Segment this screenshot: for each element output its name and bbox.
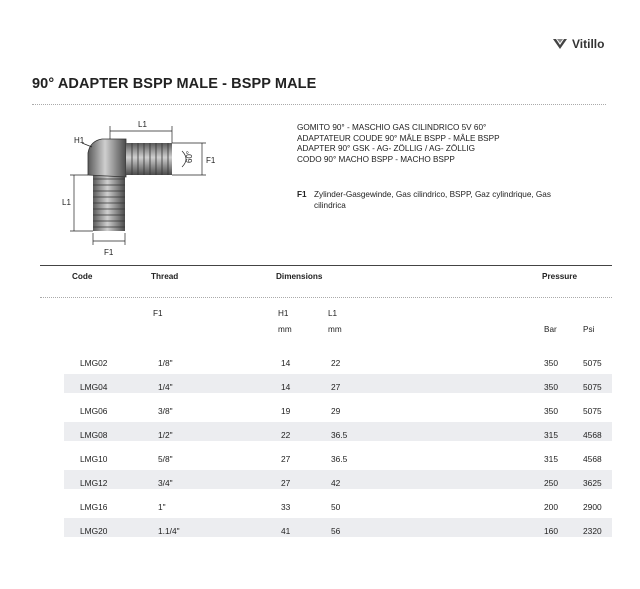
cell-code: LMG08: [80, 430, 108, 440]
cell-psi: 3625: [583, 478, 602, 488]
name-it: GOMITO 90° - MASCHIO GAS CILINDRICO 5V 60°: [297, 123, 487, 132]
cell-h1: 27: [281, 454, 291, 464]
cell-thread: 1.1/4": [158, 526, 180, 536]
cell-h1: 27: [281, 478, 291, 488]
cell-h1: 22: [281, 430, 291, 440]
cell-thread: 3/4": [158, 478, 173, 488]
cell-bar: 315: [544, 430, 558, 440]
cell-psi: 2900: [583, 502, 602, 512]
cell-l1: 42: [331, 478, 341, 488]
label-f1-bottom: F1: [104, 248, 114, 257]
header-dimensions: Dimensions: [276, 272, 323, 281]
header-pressure: Pressure: [542, 272, 578, 281]
elbow-fitting-drawing: [40, 113, 280, 263]
cell-code: LMG16: [80, 502, 108, 512]
cell-bar: 160: [544, 526, 558, 536]
subheader-f1: F1: [153, 309, 163, 318]
table-top-rule: [40, 265, 612, 266]
subheader-l1: L1: [328, 309, 338, 318]
page-title: 90° ADAPTER BSPP MALE - BSPP MALE: [32, 76, 317, 92]
header-code: Code: [72, 272, 93, 281]
cell-l1: 27: [331, 382, 341, 392]
thread-note-text: Zylinder-Gasgewinde, Gas cilindrico, BSPP, Gaz cylindrique, Gas cilindrica: [314, 190, 551, 210]
cell-thread: 1/4": [158, 382, 173, 392]
subheader-h1: H1: [278, 309, 289, 318]
thread-note: [297, 190, 584, 211]
cell-thread: 3/8": [158, 406, 173, 416]
cell-code: LMG12: [80, 478, 108, 488]
cell-bar: 315: [544, 454, 558, 464]
cell-bar: 350: [544, 358, 558, 368]
horizontal-thread-shape: [126, 143, 172, 175]
cell-l1: 22: [331, 358, 341, 368]
cell-code: LMG20: [80, 526, 108, 536]
header-thread: Thread: [151, 272, 179, 281]
subheader-h1-unit: mm: [278, 325, 292, 334]
thread-note-key: F1: [297, 190, 307, 199]
cell-thread: 5/8": [158, 454, 173, 464]
cell-thread: 1": [158, 502, 166, 512]
name-de: ADAPTER 90° GSK - AG- ZÖLLIG / AG- ZÖLLIG: [297, 144, 475, 154]
brand-logo: [552, 36, 604, 52]
cell-l1: 56: [331, 526, 341, 536]
cell-code: LMG02: [80, 358, 108, 368]
cell-psi: 4568: [583, 454, 602, 464]
cell-l1: 36.5: [331, 454, 348, 464]
cell-h1: 33: [281, 502, 291, 512]
subheader-psi: Psi: [583, 325, 595, 334]
cell-thread: 1/8": [158, 358, 173, 368]
cell-l1: 36.5: [331, 430, 348, 440]
cell-psi: 2320: [583, 526, 602, 536]
label-f1-right: F1: [206, 156, 216, 165]
cell-h1: 14: [281, 358, 291, 368]
cell-bar: 350: [544, 406, 558, 416]
cell-bar: 200: [544, 502, 558, 512]
name-fr: ADAPTATEUR COUDE 90° MÂLE BSPP - MÂLE BSPP: [297, 133, 500, 143]
label-l1-top: L1: [138, 120, 147, 129]
cell-psi: 5075: [583, 406, 602, 416]
vitillo-logo-icon: [552, 36, 568, 52]
cell-h1: 19: [281, 406, 291, 416]
subheader-l1-unit: mm: [328, 325, 342, 334]
name-es: CODO 90° MACHO BSPP - MACHO BSPP: [297, 154, 455, 164]
product-names: [297, 123, 500, 165]
elbow-body-shape: [88, 139, 126, 177]
cell-psi: 5075: [583, 382, 602, 392]
cell-code: LMG10: [80, 454, 108, 464]
cell-bar: 250: [544, 478, 558, 488]
cell-psi: 4568: [583, 430, 602, 440]
title-divider: [32, 104, 606, 105]
cell-code: LMG04: [80, 382, 108, 392]
cell-psi: 5075: [583, 358, 602, 368]
subheader-bar: Bar: [544, 325, 557, 334]
label-l1-side: L1: [62, 198, 71, 207]
cell-l1: 29: [331, 406, 341, 416]
label-angle: 60°: [185, 150, 194, 163]
cell-l1: 50: [331, 502, 341, 512]
cell-bar: 350: [544, 382, 558, 392]
cell-thread: 1/2": [158, 430, 173, 440]
brand-name: Vitillo: [572, 37, 605, 51]
label-h1: H1: [74, 136, 85, 145]
vertical-thread-shape: [93, 173, 125, 231]
cell-h1: 41: [281, 526, 291, 536]
header-divider: [40, 297, 612, 298]
cell-h1: 14: [281, 382, 291, 392]
cell-code: LMG06: [80, 406, 108, 416]
